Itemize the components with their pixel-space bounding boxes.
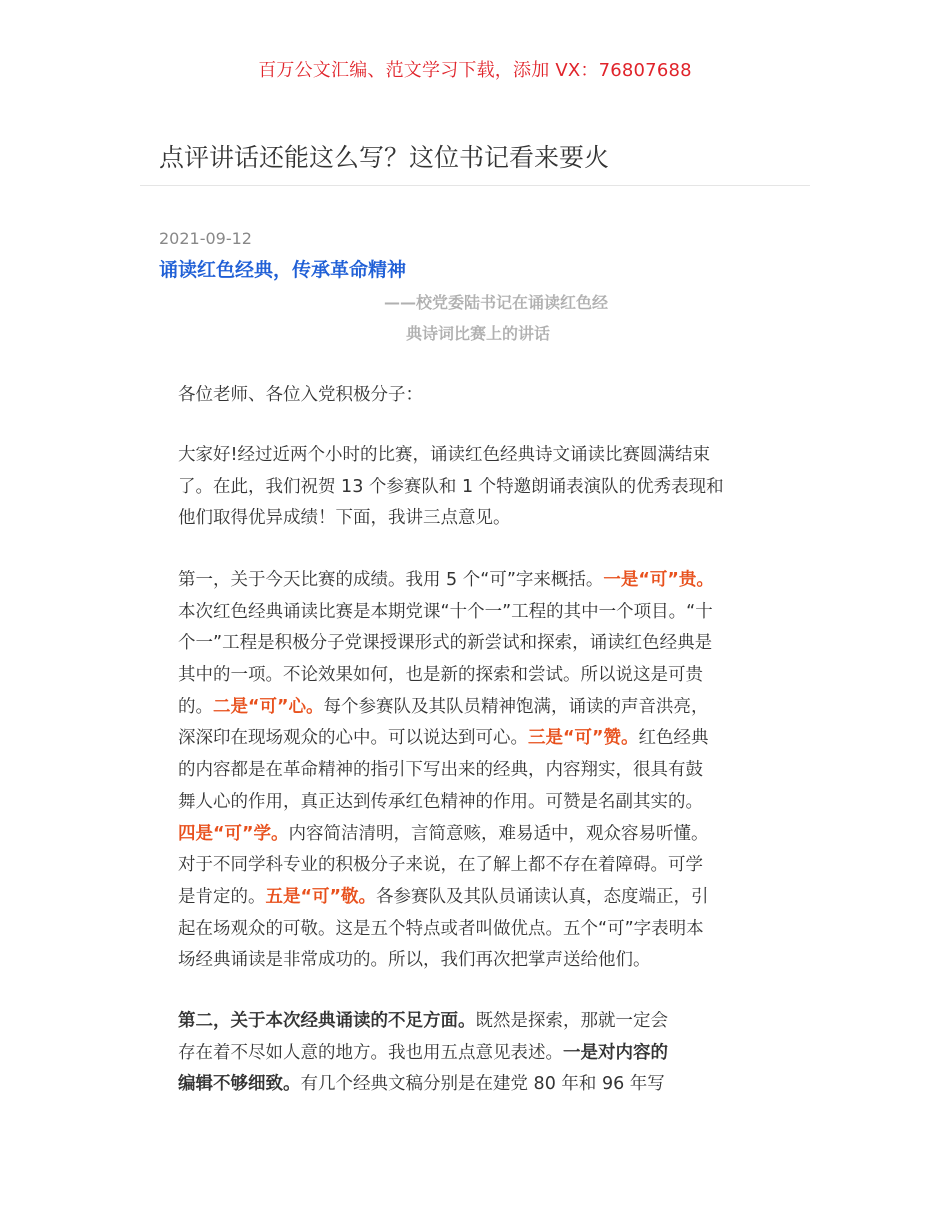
- text-segment: 是肯定的。: [178, 886, 266, 907]
- text-segment: 的内容都是在革命精神的指引下写出来的经典，内容翔实，很具有鼓: [178, 760, 703, 781]
- highlight-phrase: 一是“可”贵。: [603, 570, 714, 590]
- promo-banner: 百万公文汇编、范文学习下载，添加 VX：76807688: [258, 60, 692, 81]
- text-line: [178, 819, 778, 851]
- text-line: [178, 503, 778, 535]
- bold-phrase: 第二，关于本次经典诵读的不足方面。: [178, 1011, 476, 1031]
- text-segment: 的。: [178, 696, 213, 717]
- text-segment: 起在场观众的可敬。这是五个特点或者叫做优点。五个“可”字表明本: [178, 918, 704, 939]
- text-line: [178, 660, 778, 692]
- text-segment: 其中的一项。不论效果如何，也是新的探索和尝试。所以说这是可贵: [178, 665, 703, 686]
- text-line: [178, 1069, 778, 1101]
- salutation: [178, 380, 778, 412]
- text-segment: 第一，关于今天比赛的成绩。我用 5 个“可”字来概括。: [178, 570, 604, 590]
- text-line: [178, 914, 778, 946]
- text-line: [178, 1006, 778, 1038]
- text-line: [178, 692, 778, 724]
- text-line: [178, 755, 778, 787]
- article-title: 点评讲话还能这么写？这位书记看来要火: [159, 143, 610, 172]
- text-segment: 深深印在现场观众的心中。可以说达到可心。: [178, 728, 528, 749]
- bold-phrase: 一是对内容的: [563, 1042, 668, 1063]
- text-segment: 本次红色经典诵读比赛是本期党课“十个一”工程的其中一个项目。“十: [178, 601, 713, 622]
- paragraph-second-point: [178, 1006, 778, 1101]
- text-segment: 红色经典: [638, 728, 709, 749]
- text-segment: 内容简洁清明，言简意赅，难易适中，观众容易听懂。: [288, 823, 709, 844]
- highlight-phrase: 二是“可”心。: [213, 696, 324, 717]
- text-segment: 存在着不尽如人意的地方。我也用五点意见表述。: [178, 1042, 563, 1063]
- paragraph-first-point: [178, 565, 778, 977]
- highlight-phrase: 四是“可”学。: [178, 823, 289, 844]
- text-segment: 舞人心的作用，真正达到传承红色精神的作用。可赞是名副其实的。: [178, 791, 703, 812]
- title-divider: [140, 185, 810, 186]
- publish-date: 2021-09-12: [159, 229, 252, 248]
- text-line: [178, 723, 778, 755]
- paragraph-greeting: [178, 440, 778, 535]
- text-line: [178, 565, 778, 597]
- text-segment: 每个参赛队及其队员精神饱满，诵读的声音洪亮，: [323, 696, 709, 717]
- text-segment: 对于不同学科专业的积极分子来说，在了解上都不存在着障碍。可学: [178, 855, 703, 876]
- highlight-phrase: 三是“可”赞。: [528, 728, 639, 749]
- text-segment: 大家好!经过近两个小时的比赛，诵读红色经典诗文诵读比赛圆满结束: [178, 445, 711, 465]
- text-line: [178, 787, 778, 819]
- text-line: [178, 850, 778, 882]
- speech-subtitle-line-1: ——校党委陆书记在诵读红色经: [383, 293, 608, 312]
- text-segment: 他们取得优异成绩！下面，我讲三点意见。: [178, 508, 511, 529]
- text-segment: 场经典诵读是非常成功的。所以，我们再次把掌声送给他们。: [178, 950, 651, 971]
- text-segment: 了。在此，我们祝贺 13 个参赛队和 1 个特邀朗诵表演队的优秀表现和: [178, 476, 724, 497]
- text-line: [178, 628, 778, 660]
- speech-subtitle-line-2: 典诗词比赛上的讲话: [405, 324, 550, 343]
- text-line: [178, 882, 778, 914]
- text-line: [178, 1038, 778, 1070]
- highlight-phrase: 五是“可”敬。: [265, 886, 377, 907]
- bold-phrase: 编辑不够细致。: [178, 1074, 301, 1095]
- text-line: [178, 440, 778, 472]
- text-segment: 既然是探索，那就一定会: [475, 1011, 668, 1031]
- salutation-text: 各位老师、各位入党积极分子：: [178, 385, 423, 405]
- speech-heading: 诵读红色经典，传承革命精神: [159, 259, 407, 281]
- text-line: [178, 597, 778, 629]
- text-segment: 有几个经典文稿分别是在建党 80 年和 96 年写: [300, 1074, 665, 1095]
- text-segment: 各参赛队及其队员诵读认真，态度端正，引: [376, 886, 709, 907]
- text-line: [178, 945, 778, 977]
- text-line: [178, 472, 778, 504]
- text-segment: 个一”工程是积极分子党课授课形式的新尝试和探索，诵读红色经典是: [178, 633, 713, 654]
